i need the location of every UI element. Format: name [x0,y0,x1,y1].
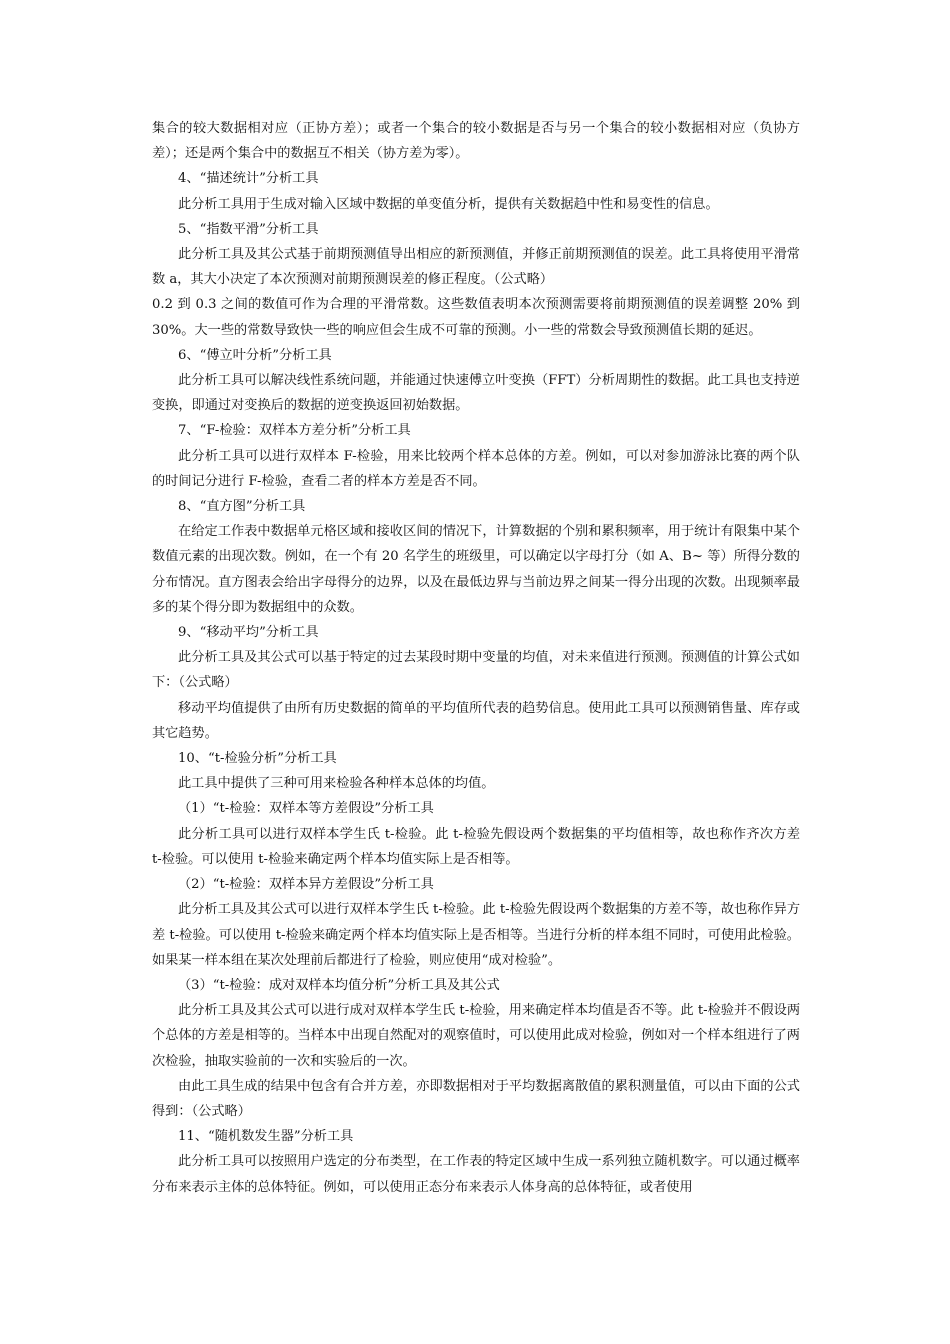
paragraph-fourier-analysis: 此分析工具可以解决线性系统问题，并能通过快速傅立叶变换（FFT）分析周期性的数据。此工具也支持逆变换，即通过对变换后的数据的逆变换返回初始数据。 [152,373,800,414]
heading-moving-average: 9、“移动平均”分析工具 [178,625,319,641]
heading-descriptive-statistics: 4、“描述统计”分析工具 [178,171,319,187]
paragraph-t-test-paired: 此分析工具及其公式可以进行成对双样本学生氏 t-检验，用来确定样本均值是否不等。此 t-检验并不假设两个总体的方差是相等的。当样本中出现自然配对的观察值时，可以使用此成对检验，例如对一个样本组进行了两次检验，抽取实验前的一次和实验后的一次。 [152,1003,800,1069]
heading-histogram: 8、“直方图”分析工具 [178,499,306,515]
document-page [152,116,800,1200]
heading-exponential-smoothing: 5、“指数平滑”分析工具 [178,221,319,237]
paragraph-exponential-smoothing: 此分析工具及其公式基于前期预测值导出相应的新预测值，并修正前期预测值的误差。此工具将使用平滑常数 a，其大小决定了本次预测对前期预测误差的修正程度。（公式略） [152,247,800,288]
paragraph-t-test-unequal-variance: 此分析工具及其公式可以进行双样本学生氏 t-检验。此 t-检验先假设两个数据集的方差不等，故也称作异方差 t-检验。可以使用 t-检验来确定两个样本均值实际上是否相等。当进行分析的样本组不同时，可使用此检验。如果某一样本组在某次处理前后都进行了检验，则应使用“成对检验”。 [152,902,800,968]
heading-t-test-equal-variance: （1）“t-检验：双样本等方差假设”分析工具 [178,801,434,817]
paragraph-moving-average-trend: 移动平均值提供了由所有历史数据的简单的平均值所代表的趋势信息。使用此工具可以预测销售量、库存或其它趋势。 [152,700,800,741]
heading-t-test: 10、“t-检验分析”分析工具 [178,751,337,767]
paragraph-moving-average: 此分析工具及其公式可以基于特定的过去某段时期中变量的均值，对未来值进行预测。预测值的计算公式如下：（公式略） [152,650,800,691]
heading-f-test: 7、“F-检验：双样本方差分析”分析工具 [178,423,411,439]
heading-t-test-unequal-variance: （2）“t-检验：双样本异方差假设”分析工具 [178,877,434,893]
paragraph-histogram: 在给定工作表中数据单元格区域和接收区间的情况下，计算数据的个别和累积频率，用于统计有限集中某个数值元素的出现次数。例如，在一个有 20 名学生的班级里，可以确定以字母打分（如 A、B~ 等）所得分数的分布情况。直方图表会给出字母得分的边界，以及在最低边界与当前边界之间某一得分出现的次数。出现频率最多的某个得分即为数据组中的众数。 [152,524,800,615]
paragraph-descriptive-statistics: 此分析工具用于生成对输入区域中数据的单变值分析，提供有关数据趋中性和易变性的信息。 [178,196,719,212]
heading-fourier-analysis: 6、“傅立叶分析”分析工具 [178,347,332,363]
paragraph-pooled-variance: 由此工具生成的结果中包含有合并方差，亦即数据相对于平均数据离散值的累积测量值，可以由下面的公式得到：（公式略） [152,1078,800,1119]
paragraph-smoothing-constant: 0.2 到 0.3 之间的数值可作为合理的平滑常数。这些数值表明本次预测需要将前期预测值的误差调整 20% 到 30%。大一些的常数导致快一些的响应但会生成不可靠的预测。小一些的常数会导致预测值长期的延迟。 [152,297,800,338]
paragraph-covariance-continued: 集合的较大数据相对应（正协方差）；或者一个集合的较小数据是否与另一个集合的较小数据相对应（负协方差）；还是两个集合中的数据互不相关（协方差为零）。 [152,121,800,162]
paragraph-t-test-intro: 此工具中提供了三种可用来检验各种样本总体的均值。 [178,776,495,792]
paragraph-f-test: 此分析工具可以进行双样本 F-检验，用来比较两个样本总体的方差。例如，可以对参加游泳比赛的两个队的时间记分进行 F-检验，查看二者的样本方差是否不同。 [152,448,800,489]
heading-t-test-paired: （3）“t-检验：成对双样本均值分析”分析工具及其公式 [178,977,500,993]
paragraph-random-number-generator: 此分析工具可以按照用户选定的分布类型，在工作表的特定区域中生成一系列独立随机数字。可以通过概率分布来表示主体的总体特征。例如，可以使用正态分布来表示人体身高的总体特征，或者使用 [152,1154,800,1195]
heading-random-number-generator: 11、“随机数发生器”分析工具 [178,1129,354,1145]
paragraph-t-test-equal-variance: 此分析工具可以进行双样本学生氏 t-检验。此 t-检验先假设两个数据集的平均值相等，故也称作齐次方差 t-检验。可以使用 t-检验来确定两个样本均值实际上是否相等。 [152,826,800,867]
